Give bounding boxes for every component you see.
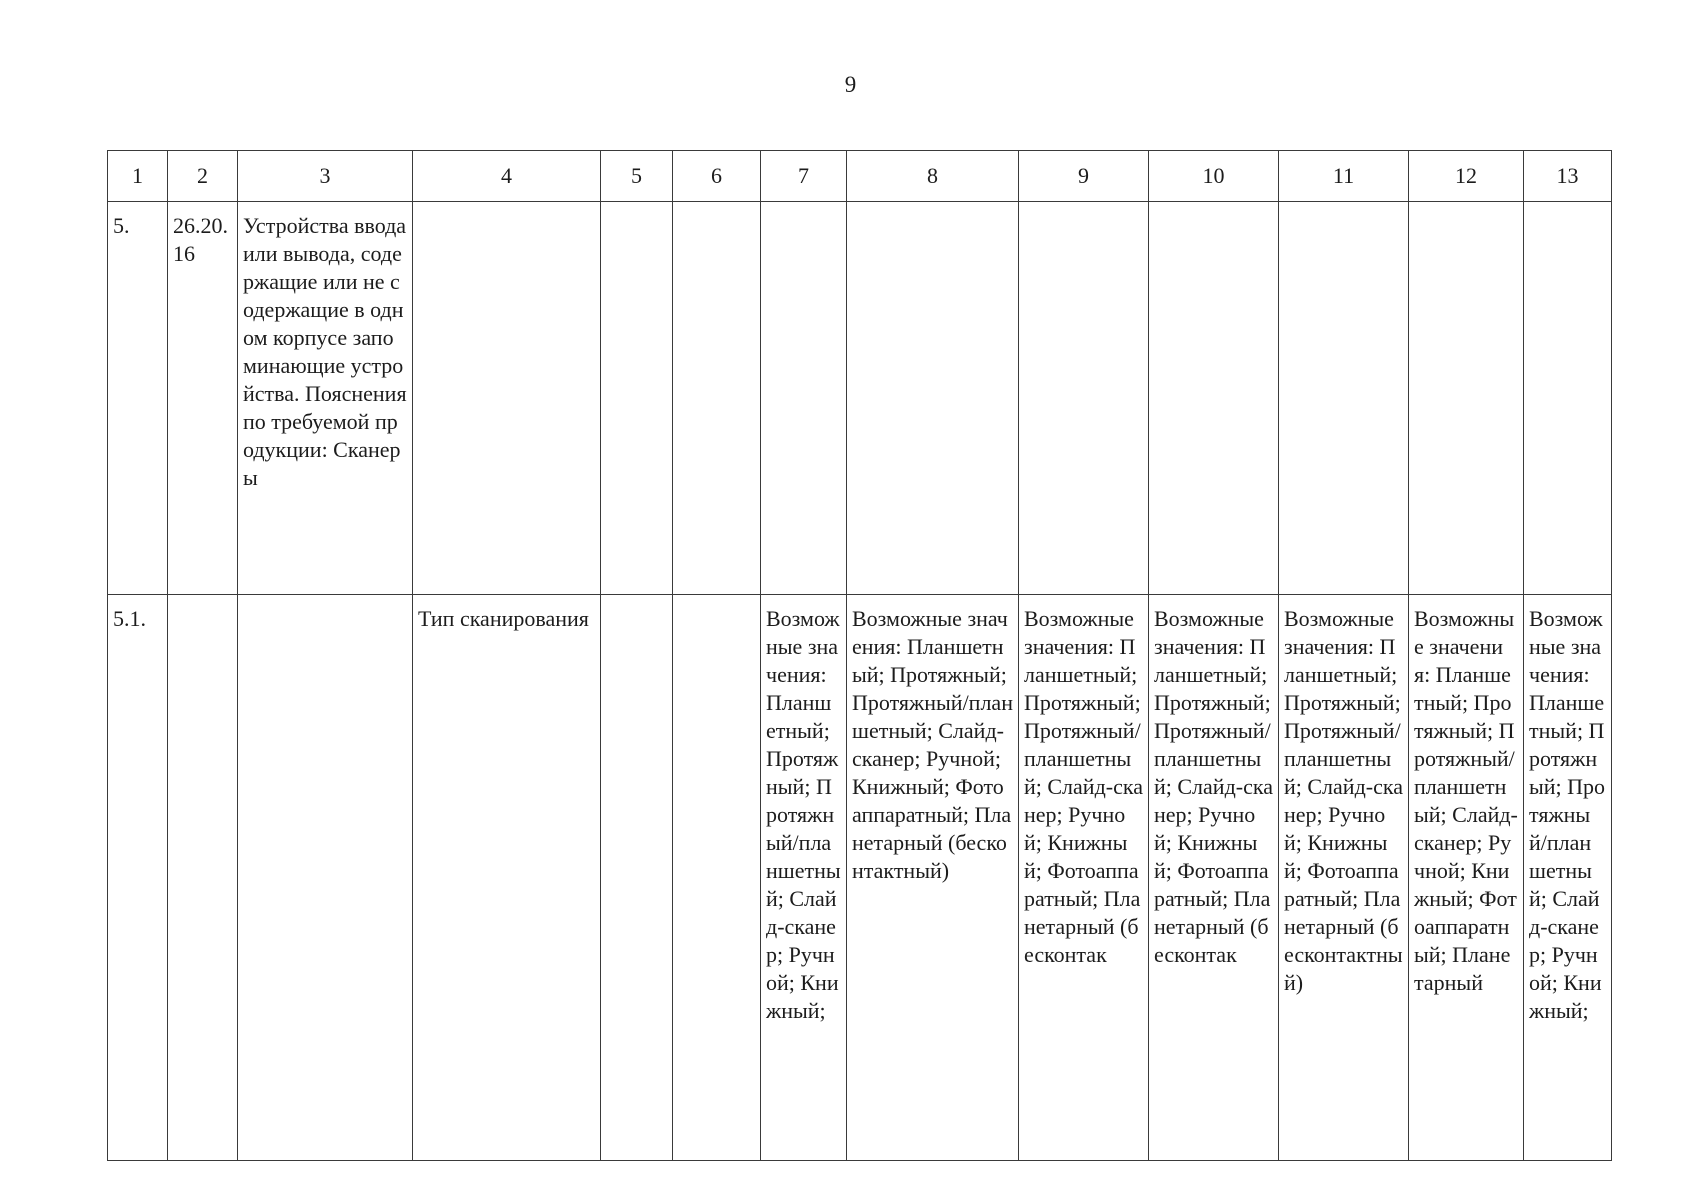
header-cell: 12 — [1409, 151, 1524, 202]
table-header-row — [108, 151, 1612, 202]
table-cell — [1019, 202, 1149, 595]
header-cell: 13 — [1524, 151, 1612, 202]
table-cell — [847, 202, 1019, 595]
characteristic-name: Тип сканирования — [413, 595, 601, 1161]
header-cell: 3 — [238, 151, 413, 202]
page-number: 9 — [844, 72, 857, 97]
value-cell: Возможные значения: Планшетный; Протяжный; Протяжный/планшетный; Слайд-сканер; Ручной; Книжный; Фотоаппаратный; Планетарный — [1409, 595, 1524, 1161]
header-cell: 1 — [108, 151, 168, 202]
header-cell: 2 — [168, 151, 238, 202]
characteristic-name — [413, 202, 601, 595]
header-cell: 6 — [673, 151, 761, 202]
table-row — [108, 595, 1612, 1161]
table-cell — [673, 595, 761, 1161]
item-number: 5.1. — [108, 595, 168, 1161]
header-cell: 10 — [1149, 151, 1279, 202]
product-name — [238, 595, 413, 1161]
header-cell: 5 — [601, 151, 673, 202]
table-cell — [761, 202, 847, 595]
table-cell — [673, 202, 761, 595]
value-cell: Возможные значения: Планшетный; Протяжный; Протяжный/планшетный; Слайд-сканер; Ручной; Книжный; Фотоаппаратный; Планетарный (бесконтактный) — [1279, 595, 1409, 1161]
header-cell: 4 — [413, 151, 601, 202]
header-cell: 7 — [761, 151, 847, 202]
table-cell — [1409, 202, 1524, 595]
table-cell — [1279, 202, 1409, 595]
product-name: Устройства ввода или вывода, содержащие или не содержащие в одном корпусе запоминающие устройства. Пояснения по требуемой продукции: Сканеры — [238, 202, 413, 595]
table-row — [108, 202, 1612, 595]
table-cell — [1524, 202, 1612, 595]
table-cell — [1149, 202, 1279, 595]
okpd-code: 26.20.16 — [168, 202, 238, 595]
value-cell: Возможные значения: Планшетный; Протяжный; Протяжный/планшетный; Слайд-сканер; Ручной; Книжный; Фотоаппаратный; Планетарный (бесконтак — [1019, 595, 1149, 1161]
value-cell: Возможные значения: Планшетный; Протяжный; Протяжный/планшетный; Слайд-сканер; Ручной; Книжный; — [1524, 595, 1612, 1161]
header-cell: 11 — [1279, 151, 1409, 202]
value-cell: Возможные значения: Планшетный; Протяжный; Протяжный/планшетный; Слайд-сканер; Ручной; Книжный; — [761, 595, 847, 1161]
header-cell: 8 — [847, 151, 1019, 202]
header-cell: 9 — [1019, 151, 1149, 202]
value-cell: Возможные значения: Планшетный; Протяжный; Протяжный/планшетный; Слайд-сканер; Ручной; Книжный; Фотоаппаратный; Планетарный (бесконтак — [1149, 595, 1279, 1161]
value-cell: Возможные значения: Планшетный; Протяжный; Протяжный/планшетный; Слайд-сканер; Ручной; Книжный; Фотоаппаратный; Планетарный (бесконтактный) — [847, 595, 1019, 1161]
spec-table — [107, 150, 1612, 1161]
okpd-code — [168, 595, 238, 1161]
table-cell — [601, 202, 673, 595]
item-number: 5. — [108, 202, 168, 595]
table-cell — [601, 595, 673, 1161]
